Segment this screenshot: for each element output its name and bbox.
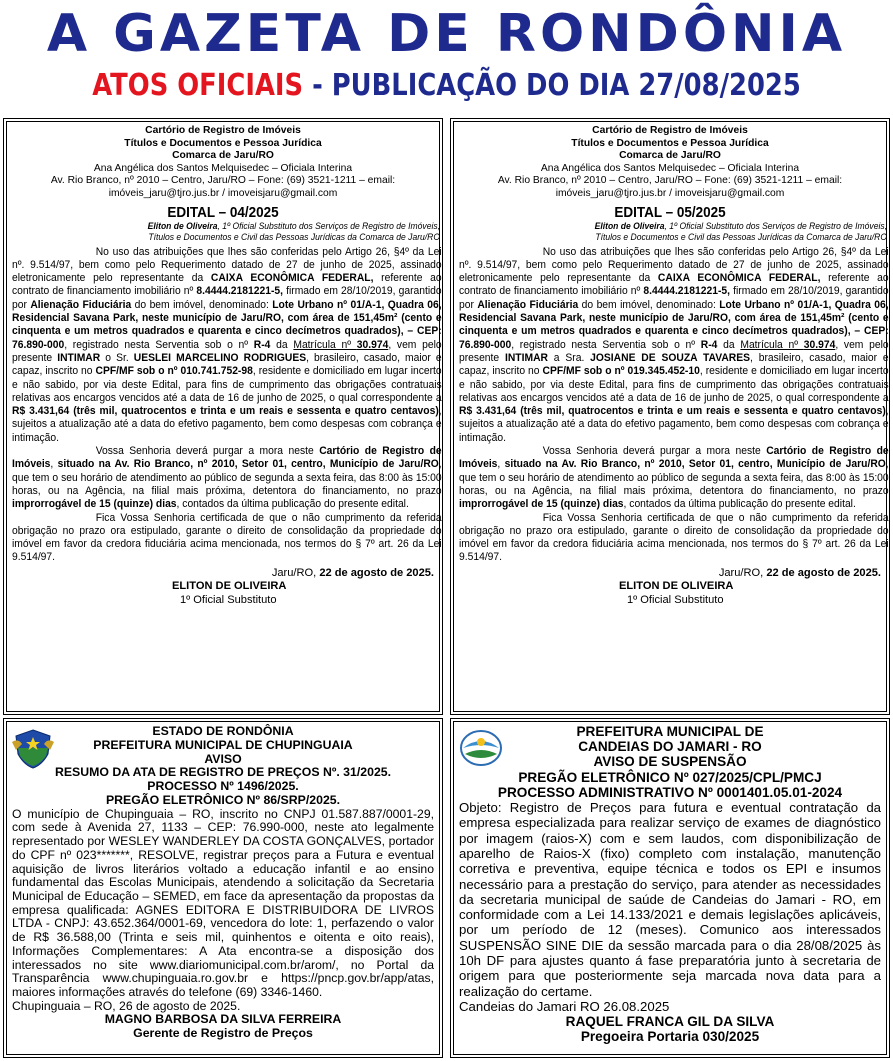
- cartorio-email: imóveis_jaru@tjro.jus.br / imoveisjaru@gmail.com: [108, 187, 338, 199]
- chupinguaia-place-date: Chupinguaia – RO, 26 de agosto de 2025.: [12, 998, 241, 1013]
- candeias-crest-icon: [459, 728, 503, 768]
- edital-title: EDITAL – 05/2025: [614, 203, 726, 221]
- edital-paragraph-3: Fica Vossa Senhoria certificada de que o não cumprimento da referida obrigação no prazo ora estipulado, garante o direito de consolidação da propriedade do imóvel em favor da credora fiduciária acima mencionada, nos termos do § 7º art. 26 da Lei 9.514/97.: [459, 511, 889, 564]
- candeias-header: PREFEITURA MUNICIPAL DE CANDEIAS DO JAMARI - RO AVISO DE SUSPENSÃO PREGÃO ELETRÔNICO Nº 027/2025/CPL/PMCJ PROCESSO ADMINISTRATIVO Nº 0001401.05.01-2024: [497, 724, 843, 800]
- signatory-role: 1º Oficial Substituto: [627, 593, 724, 606]
- edital-paragraph-2: Vossa Senhoria deverá purgar a mora neste Cartório de Registro de Imóveis, situado na Av. Rio Branco, nº 2010, Setor 01, centro, Município de Jaru/RO, que tem o seu horário de atendimento ao público de segunda a sexta feira, das 8:00 às 15:00 horas, ou na Agência, na filial mais próxima, detentora do financiamento, no prazo improrrogável de 15 (quinze) dias, contados da última publicação do presente edital.: [12, 445, 442, 511]
- cartorio-line2: Títulos e Documentos e Pessoa Jurídica: [124, 137, 322, 149]
- edital-date: Jaru/RO, 22 de agosto de 2025.: [718, 566, 881, 579]
- section-label: ATOS OFICIAIS: [92, 68, 304, 103]
- chupinguaia-header: ESTADO DE RONDÔNIA PREFEITURA MUNICIPAL DE CHUPINGUAIA AVISO RESUMO DA ATA DE REGISTRO DE PREÇOS Nº. 31/2025. PROCESSO Nº 1496/2025. PREGÃO ELETRÔNICO Nº 86/SRP/2025.: [54, 724, 392, 807]
- edital-paragraph-2: Vossa Senhoria deverá purgar a mora neste Cartório de Registro de Imóveis, situado na Av. Rio Branco, nº 2010, Setor 01, centro, Município de Jaru/RO, que tem o seu horário de atendimento ao público de segunda a sexta feira, das 8:00 às 15:00 horas, ou na Agência, na filial mais próxima, detentora do financiamento, no prazo improrrogável de 15 (quinze) dias, contados da última publicação do presente edital.: [459, 445, 889, 511]
- edital-05-notice: [450, 118, 890, 715]
- debtor-name: JOSIANE DE SOUZA TAVARES: [590, 351, 751, 364]
- edital-date: Jaru/RO, 22 de agosto de 2025.: [271, 566, 434, 579]
- cartorio-email: imóveis_jaru@tjro.jus.br / imoveisjaru@gmail.com: [555, 187, 785, 199]
- cartorio-header: [12, 125, 434, 201]
- candeias-signatory: RAQUEL FRANCA GIL DA SILVA: [565, 1014, 775, 1030]
- chupinguaia-signatory-role: Gerente de Registro de Preços: [133, 1026, 313, 1041]
- candeias-body: Objeto: Registro de Preços para futura e eventual contratação da empresa especializada para realizar serviço de exames de diagnóstico por imagem (raios-X) com e sem laudos, com disponibilização de aparelho de Raios-X (fixo) completo com instalação, manutenção corretiva e preventiva, equipe técnica e todos os EPI e insumos necessário para a prestação do serviço, para atender as necessidades da secretaria municipal de saúde de Candeias do Jamari - RO, em conformidade com a Lei 14.133/2021 e demais legislações aplicáveis, por um período de 12 (meses). Comunico aos interessados SUSPENSÃO SINE DIE da sessão marcada para o dia 28/08/2025 às 10h DF para ajustes quanto á fase preparatória junto à secretaria de origem para que posteriormente seja marcada nova data para a realização do certame.: [459, 800, 881, 999]
- edital-title: EDITAL – 04/2025: [167, 203, 279, 221]
- cartorio-comarca: Comarca de Jaru/RO: [172, 150, 274, 162]
- edital-paragraph-1: No uso das atribuições que lhes são conferidas pelo Artigo 26, §4º da Lei nº. 9.514/97, bem como pelo Requerimento datado de 27 de junho de 2025, assinado eletronicamente pelo representante da CAIXA ECONÔMICA FEDERAL, referente ao contrato de financiamento imobiliário nº 8.4444.2181221-5, firmado em 28/10/2019, garantido por Alienação Fiduciária do bem imóvel, denominado: Lote Urbano nº 01/A-1, Quadra 06, Residencial Savana Park, neste município de Jaru/RO, com área de 151,45m² (cento e cinquenta e um metros quadrados e quarenta e cinco decímetros quadrados), – CEP: 76.890-000, registrado nesta Serventia sob o nº R-4 da Matrícula nº 30.974, vem pelo presente INTIMAR a Sra. JOSIANE DE SOUZA TAVARES, brasileiro, casado, maior e capaz, inscrito no CPF/MF sob o nº 019.345.452-10, residente e domiciliado em lugar incerto e não sabido, por via deste Edital, para fins de cumprimento das obrigações contratuais relativas aos encargos vencidos até a data de 16 de junho de 2025, o qual correspondente a R$ 3.431,64 (três mil, quatrocentos e trinta e um reais e sessenta e quatro centavos), sujeitos a atualização até a data do efetivo pagamento, bem como despesas com cobrança e intimação.: [459, 245, 889, 444]
- edital-subtitle: Eliton de Oliveira, 1º Oficial Substituto dos Serviços de Registro de Imóveis, Títulos e Documentos e Civil das Pessoas Jurídicas da Comarca de Jaru/RO: [147, 220, 440, 242]
- cartorio-address: Av. Rio Branco, nº 2010 – Centro, Jaru/RO – Fone: (69) 3521-1211 – email:: [497, 175, 843, 187]
- chupinguaia-signatory: MAGNO BARBOSA DA SILVA FERREIRA: [104, 1012, 342, 1027]
- edital-body: [12, 246, 442, 565]
- signatory-name: ELITON DE OLIVEIRA: [619, 580, 734, 593]
- signatory-role: 1º Oficial Substituto: [180, 593, 277, 606]
- masthead: [0, 0, 893, 112]
- cartorio-oficiala: Ana Angélica dos Santos Melquisedec – Oficiala Interina: [93, 162, 353, 174]
- masthead-subtitle: [63, 66, 831, 106]
- chupinguaia-body: O município de Chupinguaia – RO, inscrito no CNPJ 01.587.887/0001-29, com sede à Avenida 27, 1133 – CEP: 76.990-000, neste ato legalmente representado por WESLEY WANDERLEY DA COSTA GONÇALVES, portador do CPF nº 023*******, RESOLVE, registrar preços para a Futura e eventual aquisição de livros literários voltado a educação infantil e ao ensino fundamental das Escolas Municipais, atendendo a solicitação da Secretaria Municipal de Educação – SEMED, em face da apresentação da propostas da empresa qualificada: AGNES EDITORA E DISTRIBUIDORA DE LIVROS LTDA - CNPJ: 43.652.364/0001-69, vencedora do lote: 1, perfazendo o valor de R$ 36.588,00 (Trinta e seis mil, quinhentos e oitenta e oito reais), Informações Complementares: A Ata encontra-se a disposição dos interessados no site www.diariomunicipal.com.br/arom/, no Portal da Transparência www.chupinguaia.ro.gov.br e https://pncp.gov.br/app/atas, maiores informações através do telefone (69) 3346-1460.: [12, 806, 434, 999]
- cartorio-comarca: Comarca de Jaru/RO: [619, 150, 721, 162]
- candeias-place-date: Candeias do Jamari RO 26.08.2025: [459, 998, 670, 1014]
- chupinguaia-notice: [3, 718, 443, 1058]
- cartorio-address: Av. Rio Branco, nº 2010 – Centro, Jaru/RO – Fone: (69) 3521-1211 – email:: [50, 175, 396, 187]
- debtor-name: UESLEI MARCELINO RODRIGUES: [133, 351, 307, 364]
- newspaper-title: A GAZETA DE RONDÔNIA: [46, 4, 847, 64]
- cartorio-name: Cartório de Registro de Imóveis: [592, 125, 748, 136]
- separator: -: [303, 68, 332, 103]
- cartorio-oficiala: Ana Angélica dos Santos Melquisedec – Oficiala Interina: [540, 162, 800, 174]
- debtor-cpf: CPF/MF sob o nº 010.741.752-98: [95, 365, 253, 378]
- cartorio-line2: Títulos e Documentos e Pessoa Jurídica: [571, 137, 769, 149]
- edital-04-notice: [3, 118, 443, 715]
- debt-value: R$ 3.431,64 (três mil, quatrocentos e trinta e um reais e sessenta e quatro centavos): [459, 405, 886, 418]
- debtor-cpf: CPF/MF sob o nº 019.345.452-10: [542, 365, 700, 378]
- candeias-notice: [450, 718, 890, 1058]
- candeias-signatory-role: Pregoeira Portaria 030/2025: [580, 1029, 760, 1045]
- cartorio-name: Cartório de Registro de Imóveis: [145, 125, 301, 136]
- edital-subtitle: Eliton de Oliveira, 1º Oficial Substituto dos Serviços de Registro de Imóveis, Títulos e Documentos e Civil das Pessoas Jurídicas da Comarca de Jaru/RO: [594, 220, 887, 242]
- edital-paragraph-1: No uso das atribuições que lhes são conferidas pelo Artigo 26, §4º da Lei nº. 9.514/97, bem como pelo Requerimento datado de 27 de junho de 2025, assinado eletronicamente pelo representante da CAIXA ECONÔMICA FEDERAL, referente ao contrato de financiamento imobiliário nº 8.4444.2181221-5, firmado em 28/10/2019, garantido por Alienação Fiduciária do bem imóvel, denominado: Lote Urbano nº 01/A-1, Quadra 06, Residencial Savana Park, neste município de Jaru/RO, com área de 151,45m² (cento e cinquenta e um metros quadrados e quarenta e cinco decímetros quadrados), – CEP: 76.890-000, registrado nesta Serventia sob o nº R-4 da Matrícula nº 30.974, vem pelo presente INTIMAR o Sr. UESLEI MARCELINO RODRIGUES, brasileiro, casado, maior e capaz, inscrito no CPF/MF sob o nº 010.741.752-98, residente e domiciliado em lugar incerto e não sabido, por via deste Edital, para fins de cumprimento das obrigações contratuais relativas aos encargos vencidos até a data de 16 de junho de 2025, o qual correspondente a R$ 3.431,64 (três mil, quatrocentos e trinta e um reais e sessenta e quatro centavos), sujeitos a atualização até a data do efetivo pagamento, bem como despesas com cobrança e intimação.: [12, 245, 442, 444]
- edital-paragraph-3: Fica Vossa Senhoria certificada de que o não cumprimento da referida obrigação no prazo ora estipulado, garante o direito de consolidação da propriedade do imóvel em favor da credora fiduciária acima mencionada, nos termos do § 7º art. 26 da Lei 9.514/97.: [12, 511, 442, 564]
- cartorio-header: [459, 125, 881, 201]
- publication-date: PUBLICAÇÃO DO DIA 27/08/2025: [331, 68, 801, 103]
- rondonia-crest-icon: [12, 728, 54, 770]
- signatory-name: ELITON DE OLIVEIRA: [172, 580, 287, 593]
- debt-value: R$ 3.431,64 (três mil, quatrocentos e trinta e um reais e sessenta e quatro centavos): [12, 405, 439, 418]
- edital-body: [459, 246, 889, 565]
